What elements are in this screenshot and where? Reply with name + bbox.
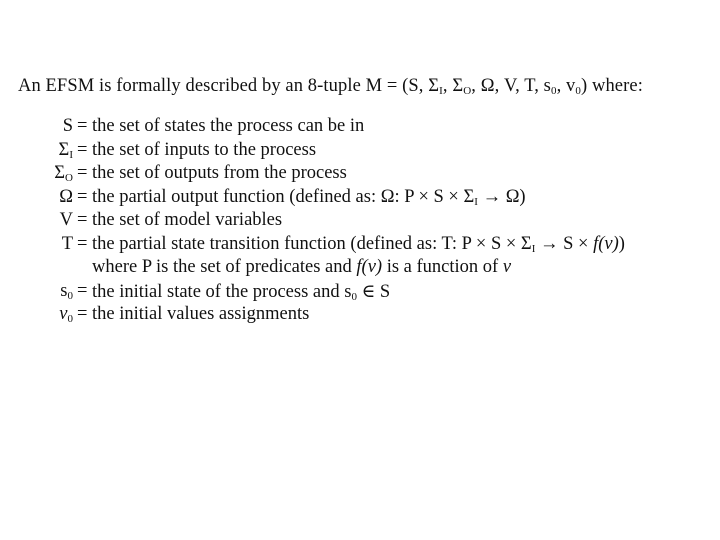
equals-sign: = bbox=[77, 116, 88, 136]
intro-text-mid1: , Σ bbox=[442, 76, 464, 96]
definition-row-inputs bbox=[0, 140, 720, 164]
definition-text: the initial state of the process and $s_0$ ∈ S bbox=[92, 281, 391, 303]
equals-sign: = bbox=[77, 139, 88, 160]
symbol-v: V bbox=[59, 210, 73, 230]
intro-text-mid2: , Ω, V, T, s bbox=[471, 76, 551, 96]
definition-row-initial-values bbox=[0, 304, 720, 328]
efsm-intro-sentence bbox=[18, 76, 643, 97]
equals-sign: = bbox=[77, 163, 88, 183]
definition-row-output-function bbox=[0, 187, 720, 211]
equals-sign: = bbox=[77, 304, 88, 324]
symbol-omega: Ω bbox=[59, 186, 73, 207]
definition-text: the partial state transition function (defined as: T: $P \times S \times \Sigma_I \to S \times f(v)$) bbox=[92, 233, 625, 255]
symbol-sigma-i: $\Sigma_I$ bbox=[58, 139, 73, 161]
intro-subscript-v0: 0 bbox=[575, 85, 582, 97]
definition-text: the set of model variables bbox=[92, 210, 283, 230]
definition-row-variables bbox=[0, 210, 720, 234]
definition-text: the partial output function (defined as: Ω: $P \times S \times \Sigma_I \to \Omega$) bbox=[92, 186, 526, 208]
intro-subscript-i: I bbox=[439, 85, 443, 97]
definition-text: the initial values assignments bbox=[92, 304, 310, 324]
definition-row-transition-function bbox=[0, 234, 720, 258]
intro-subscript-o: O bbox=[463, 85, 472, 97]
definition-row-initial-state bbox=[0, 281, 720, 305]
symbol-t: T bbox=[61, 233, 73, 254]
equals-sign: = bbox=[77, 280, 88, 301]
definition-list bbox=[0, 116, 720, 328]
equals-sign: = bbox=[77, 233, 88, 254]
definition-row-outputs bbox=[0, 163, 720, 187]
equals-sign: = bbox=[77, 210, 88, 230]
intro-text-suffix: ) where: bbox=[581, 76, 643, 96]
continuation-text: where P is the set of predicates and f(v) is a function of v bbox=[92, 257, 512, 277]
intro-subscript-s0: 0 bbox=[550, 85, 557, 97]
definition-row-states bbox=[0, 116, 720, 140]
symbol-s: S bbox=[62, 116, 73, 136]
definition-row-continuation bbox=[0, 257, 720, 281]
intro-text-mid3: , v bbox=[556, 76, 576, 96]
intro-text-prefix: An EFSM is formally described by an 8-tuple M = (S, Σ bbox=[18, 76, 440, 96]
symbol-sigma-o: $\Sigma_O$ bbox=[54, 163, 73, 184]
equals-sign: = bbox=[77, 186, 88, 207]
definition-text: the set of outputs from the process bbox=[92, 163, 347, 183]
symbol-s0: $s_0$ bbox=[60, 280, 73, 302]
symbol-v0: $v_0$ bbox=[59, 304, 73, 325]
definition-text: the set of inputs to the process bbox=[92, 139, 317, 160]
definition-text: the set of states the process can be in bbox=[92, 116, 365, 136]
